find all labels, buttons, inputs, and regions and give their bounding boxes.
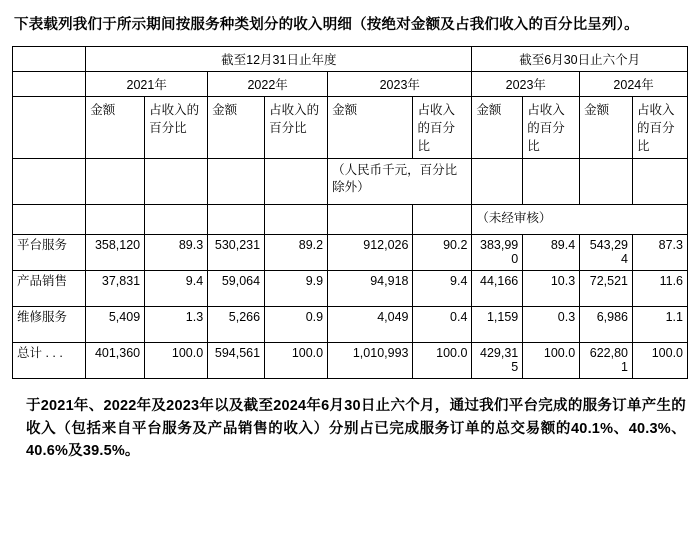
row-label-product-sales: 产品销售: [13, 271, 86, 307]
unit-note-spacer-2: [86, 159, 145, 205]
revenue-table-container: [0, 36, 700, 379]
cell-value: 89.3: [145, 235, 208, 271]
cell-value: 44,166: [472, 271, 523, 307]
cell-value: 5,409: [86, 307, 145, 343]
cell-value: 100.0: [523, 343, 580, 379]
cell-value: 1,159: [472, 307, 523, 343]
cell-value: 912,026: [328, 235, 413, 271]
cell-value: 11.6: [633, 271, 688, 307]
table-group-header-row: [13, 47, 688, 72]
cell-value: 1.1: [633, 307, 688, 343]
cell-value: 401,360: [86, 343, 145, 379]
row-label-maintenance-services: 维修服务: [13, 307, 86, 343]
cell-value: 9.9: [265, 271, 328, 307]
unaudited-spacer-5: [265, 205, 328, 235]
unaudited-spacer-1: [13, 205, 86, 235]
cell-value: 89.2: [265, 235, 328, 271]
col-header-percent-2023-interim: 占收入的百分比: [523, 97, 580, 159]
corner-cell: [13, 47, 86, 72]
year-header-2023: 2023年: [328, 72, 472, 97]
unaudited-spacer-2: [86, 205, 145, 235]
col-header-amount-2023-interim: 金额: [472, 97, 523, 159]
cell-value: 594,561: [208, 343, 265, 379]
table-row: [13, 235, 688, 271]
cell-value: 100.0: [633, 343, 688, 379]
cell-value: 4,049: [328, 307, 413, 343]
revenue-breakdown-table: [12, 46, 688, 379]
cell-value: 90.2: [413, 235, 472, 271]
col-header-amount-2023: 金额: [328, 97, 413, 159]
cell-value: 5,266: [208, 307, 265, 343]
cell-value: 87.3: [633, 235, 688, 271]
cell-value: 358,120: [86, 235, 145, 271]
cell-value: 622,801: [580, 343, 633, 379]
table-row-total: [13, 343, 688, 379]
cell-value: 72,521: [580, 271, 633, 307]
cell-value: 100.0: [145, 343, 208, 379]
cell-value: 10.3: [523, 271, 580, 307]
corner-cell-2: [13, 72, 86, 97]
col-header-amount-2024-interim: 金额: [580, 97, 633, 159]
unaudited-spacer-3: [145, 205, 208, 235]
cell-value: 9.4: [145, 271, 208, 307]
unit-note-spacer-6: [472, 159, 523, 205]
year-header-2023-interim: 2023年: [472, 72, 580, 97]
unaudited-note: （未经审核）: [472, 205, 688, 235]
unaudited-spacer-6: [328, 205, 413, 235]
cell-value: 1.3: [145, 307, 208, 343]
cell-value: 1,010,993: [328, 343, 413, 379]
year-header-2021: 2021年: [86, 72, 208, 97]
table-row: [13, 271, 688, 307]
cell-value: 94,918: [328, 271, 413, 307]
cell-value: 0.9: [265, 307, 328, 343]
row-label-total: 总计 . . .: [13, 343, 86, 379]
col-header-amount-2022: 金额: [208, 97, 265, 159]
group-header-annual: 截至12月31日止年度: [86, 47, 472, 72]
cell-value: 6,986: [580, 307, 633, 343]
cell-value: 0.4: [413, 307, 472, 343]
table-unaudited-note-row: [13, 205, 688, 235]
table-unit-note-row: [13, 159, 688, 205]
cell-value: 37,831: [86, 271, 145, 307]
unit-note-spacer-9: [633, 159, 688, 205]
unaudited-spacer-4: [208, 205, 265, 235]
cell-value: 530,231: [208, 235, 265, 271]
table-year-header-row: [13, 72, 688, 97]
cell-value: 543,294: [580, 235, 633, 271]
unit-note-spacer-8: [580, 159, 633, 205]
group-header-interim: 截至6月30日止六个月: [472, 47, 688, 72]
year-header-2024-interim: 2024年: [580, 72, 688, 97]
col-header-percent-2023: 占收入的百分比: [413, 97, 472, 159]
unit-note-spacer-5: [265, 159, 328, 205]
row-label-platform-services: 平台服务: [13, 235, 86, 271]
cell-value: 383,990: [472, 235, 523, 271]
footer-paragraph: 于2021年、2022年及2023年以及截至2024年6月30日止六个月，通过我们平台完成的服务订单产生的收入（包括来自平台服务及产品销售的收入）分别占已完成服务订单的总交易额的40.1%、40.3%、40.6%及39.5%。: [26, 398, 686, 460]
col-header-percent-2022: 占收入的百分比: [265, 97, 328, 159]
cell-value: 9.4: [413, 271, 472, 307]
year-header-2022: 2022年: [208, 72, 328, 97]
corner-cell-3: [13, 97, 86, 159]
table-column-header-row: [13, 97, 688, 159]
unit-note-spacer-7: [523, 159, 580, 205]
table-row: [13, 307, 688, 343]
col-header-percent-2021: 占收入的百分比: [145, 97, 208, 159]
cell-value: 0.3: [523, 307, 580, 343]
unit-note-spacer-4: [208, 159, 265, 205]
cell-value: 100.0: [265, 343, 328, 379]
col-header-percent-2024-interim: 占收入的百分比: [633, 97, 688, 159]
cell-value: 429,315: [472, 343, 523, 379]
intro-paragraph: 下表载列我们于所示期间按服务种类划分的收入明细（按绝对金额及占我们收入的百分比呈列）。: [14, 17, 639, 33]
unit-note-spacer-3: [145, 159, 208, 205]
cell-value: 59,064: [208, 271, 265, 307]
cell-value: 89.4: [523, 235, 580, 271]
cell-value: 100.0: [413, 343, 472, 379]
unit-note: （人民币千元，百分比除外）: [328, 159, 472, 205]
unaudited-spacer-7: [413, 205, 472, 235]
unit-note-spacer-1: [13, 159, 86, 205]
col-header-amount-2021: 金额: [86, 97, 145, 159]
